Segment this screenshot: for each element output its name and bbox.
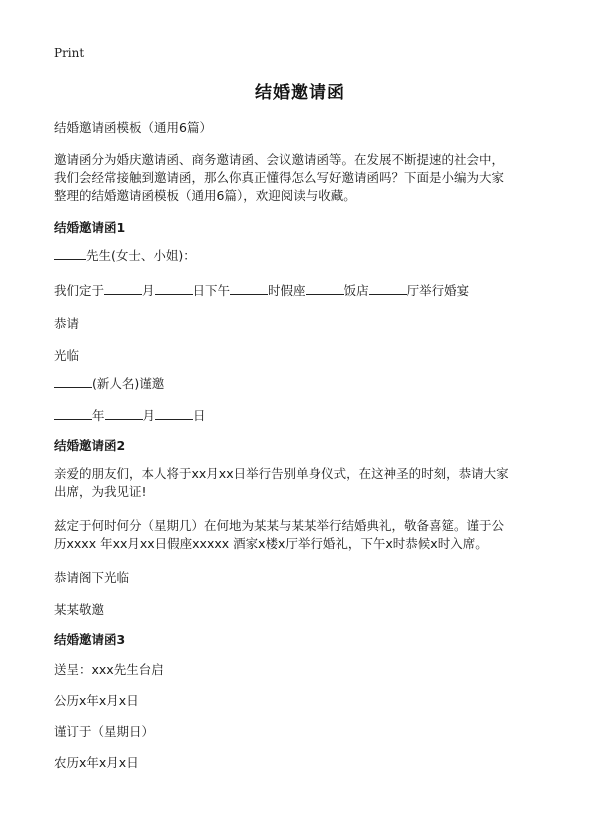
month-blank [104,281,142,295]
date-line-time: 时假座 [268,283,306,298]
date-line-banquet: 厅举行婚宴 [406,283,470,298]
date-line [54,280,554,301]
section3-recipient: 送呈：xxx先生台启 [54,662,164,677]
hotel-blank [306,281,344,295]
greeting-text: 先生(女士、小姐)： [86,248,196,263]
couple-names-line [54,373,554,394]
date-line-hotel: 饭店 [343,283,369,298]
document-subtitle: 结婚邀请函模板（通用6篇） [54,120,212,135]
section-heading-2: 结婚邀请函2 [54,438,126,453]
sign-month: 月 [142,408,156,423]
attend-line: 光临 [54,348,80,363]
sign-date-line [54,405,554,426]
section3-gregorian-date: 公历x年x月x日 [54,693,139,708]
section3-lunar-date: 农历x年x月x日 [54,755,139,770]
intro-paragraph-line: 我们会经常接触到邀请函，那么你真正懂得怎么写好邀请函吗？下面是小编为大家 [54,170,505,185]
respect-line: 恭请 [54,316,80,331]
date-line-day: 日下午 [192,283,231,298]
couple-blank [54,374,92,388]
section2-signature: 某某敬邀 [54,602,105,617]
name-blank [54,246,86,260]
time-blank [230,281,268,295]
section-heading-1: 结婚邀请函1 [54,220,126,235]
sign-day: 日 [193,408,206,423]
section2-closing: 恭请阁下光临 [54,570,130,585]
section2-paragraph-line: 出席，为我见证! [54,484,147,499]
section2-paragraph-line: 历xxxx 年xx月xx日假座xxxxx 酒家x楼x厅举行婚礼，下午x时恭候x时入席。 [54,536,488,551]
day-blank [155,281,193,295]
sign-day-blank [155,406,193,420]
sign-month-blank [105,406,143,420]
date-line-month: 月 [142,283,155,298]
section2-paragraph-line: 兹定于何时何分（星期几）在何地为某某与某某举行结婚典礼，敬备喜筵。谨于公 [54,518,505,533]
hall-blank [369,281,407,295]
couple-names-text: (新人名)谨邀 [92,376,165,391]
print-label: Print [54,46,85,60]
date-line-prefix: 我们定于 [54,283,105,298]
document-title: 结婚邀请函 [255,83,345,103]
greeting-line [54,245,554,266]
sign-year: 年 [92,408,105,423]
intro-paragraph-line: 整理的结婚邀请函模板（通用6篇），欢迎阅读与收藏。 [54,188,356,203]
section3-weekday: 谨订于（星期日） [54,724,155,739]
section-heading-3: 结婚邀请函3 [54,632,126,647]
section2-paragraph-line: 亲爱的朋友们，本人将于xx月xx日举行告别单身仪式，在这神圣的时刻，恭请大家 [54,466,509,481]
year-blank [54,406,92,420]
intro-paragraph-line: 邀请函分为婚庆邀请函、商务邀请函、会议邀请函等。在发展不断提速的社会中， [54,152,505,167]
